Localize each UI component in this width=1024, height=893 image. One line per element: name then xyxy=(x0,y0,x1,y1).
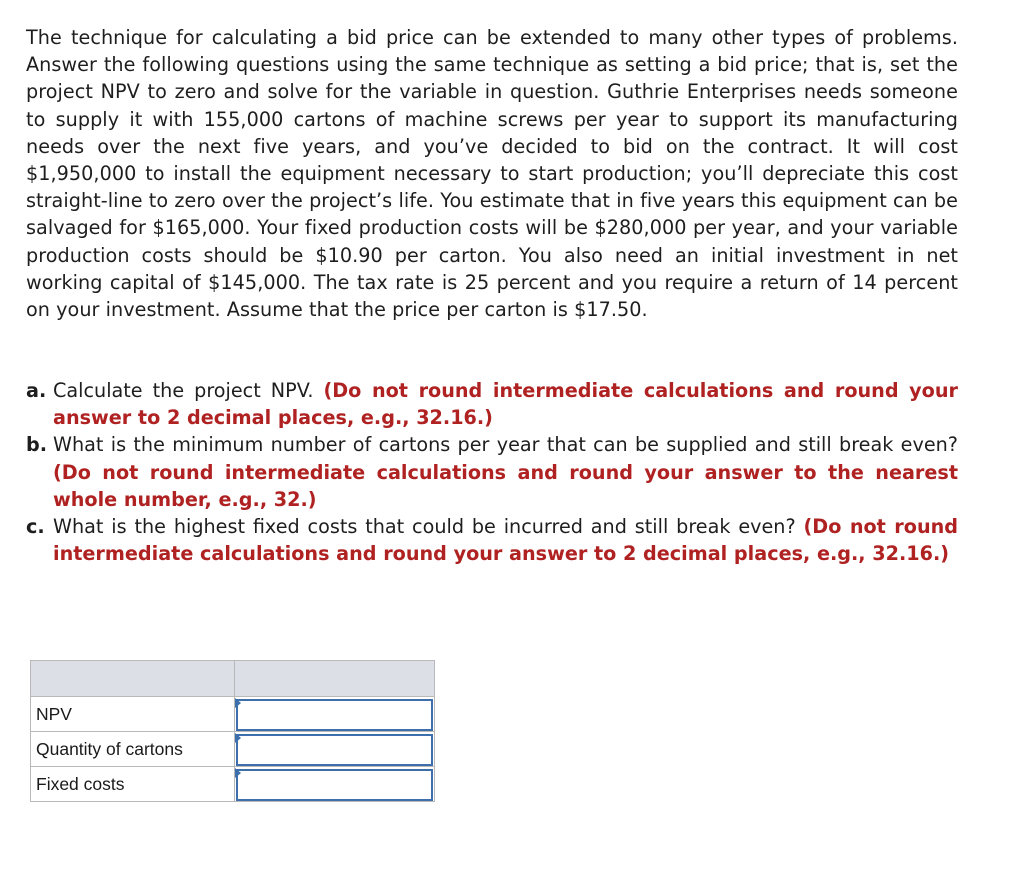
question-list xyxy=(26,377,958,567)
header-cell-empty xyxy=(31,661,235,697)
question-body xyxy=(53,431,958,513)
answer-table-header xyxy=(31,661,435,697)
input-cell xyxy=(235,697,435,732)
header-cell-empty xyxy=(235,661,435,697)
question-a xyxy=(26,377,958,431)
problem-statement: The technique for calculating a bid price can be extended to many other types of problems. Answer the following questions using the same technique as setting a bid price; that is, set the project NPV to zero and solve for the variable in question. Guthrie Enterprises needs someone to supply it with 155,000 cartons of machine screws per year to support its manufacturing needs over the next five years, and you’ve decided to bid on the contract. It will cost $1,950,000 to install the equipment necessary to start production; you’ll depreciate this cost straight-line to zero over the project’s life. You estimate that in five years this equipment can be salvaged for $165,000. Your fixed production costs will be $280,000 per year, and your variable production costs should be $10.90 per carton. You also need an initial investment in net working capital of $145,000. The tax rate is 25 percent and you require a return of 14 percent on your investment. Assume that the price per carton is $17.50. xyxy=(26,26,958,322)
rounding-instruction: (Do not round intermediate calculations and round your answer to 2 decimal places, e.g., 32.16.) xyxy=(53,515,959,566)
answer-row-npv xyxy=(31,697,435,732)
input-cell xyxy=(235,732,435,767)
input-flag-icon xyxy=(235,733,241,743)
answer-table xyxy=(30,660,435,802)
question-text: What is the highest fixed costs that could be incurred and still break even? xyxy=(53,515,796,539)
question-body xyxy=(53,377,958,431)
question-c xyxy=(26,513,958,567)
quantity-input[interactable] xyxy=(236,734,433,766)
row-label: Quantity of cartons xyxy=(31,732,235,767)
question-text: What is the minimum number of cartons per year that can be supplied and still break even? xyxy=(53,433,958,457)
question-body xyxy=(53,513,958,567)
input-cell xyxy=(235,767,435,802)
answer-row-fixed-costs xyxy=(31,767,435,802)
question-letter: b. xyxy=(26,433,48,457)
npv-input[interactable] xyxy=(236,699,433,731)
question-letter: a. xyxy=(26,379,47,402)
question-text: Calculate the project NPV. xyxy=(53,379,314,402)
input-flag-icon xyxy=(235,698,241,708)
answer-row-quantity xyxy=(31,732,435,767)
question-letter: c. xyxy=(26,515,45,539)
fixed-costs-input[interactable] xyxy=(236,769,433,801)
row-label: Fixed costs xyxy=(31,767,235,802)
row-label: NPV xyxy=(31,697,235,732)
rounding-instruction: (Do not round intermediate calculations and round your answer to 2 decimal places, e.g., 32.16.) xyxy=(53,379,958,430)
question-b xyxy=(26,431,958,513)
rounding-instruction: (Do not round intermediate calculations and round your answer to the nearest whole number, e.g., 32.) xyxy=(53,460,958,511)
input-flag-icon xyxy=(235,768,241,778)
